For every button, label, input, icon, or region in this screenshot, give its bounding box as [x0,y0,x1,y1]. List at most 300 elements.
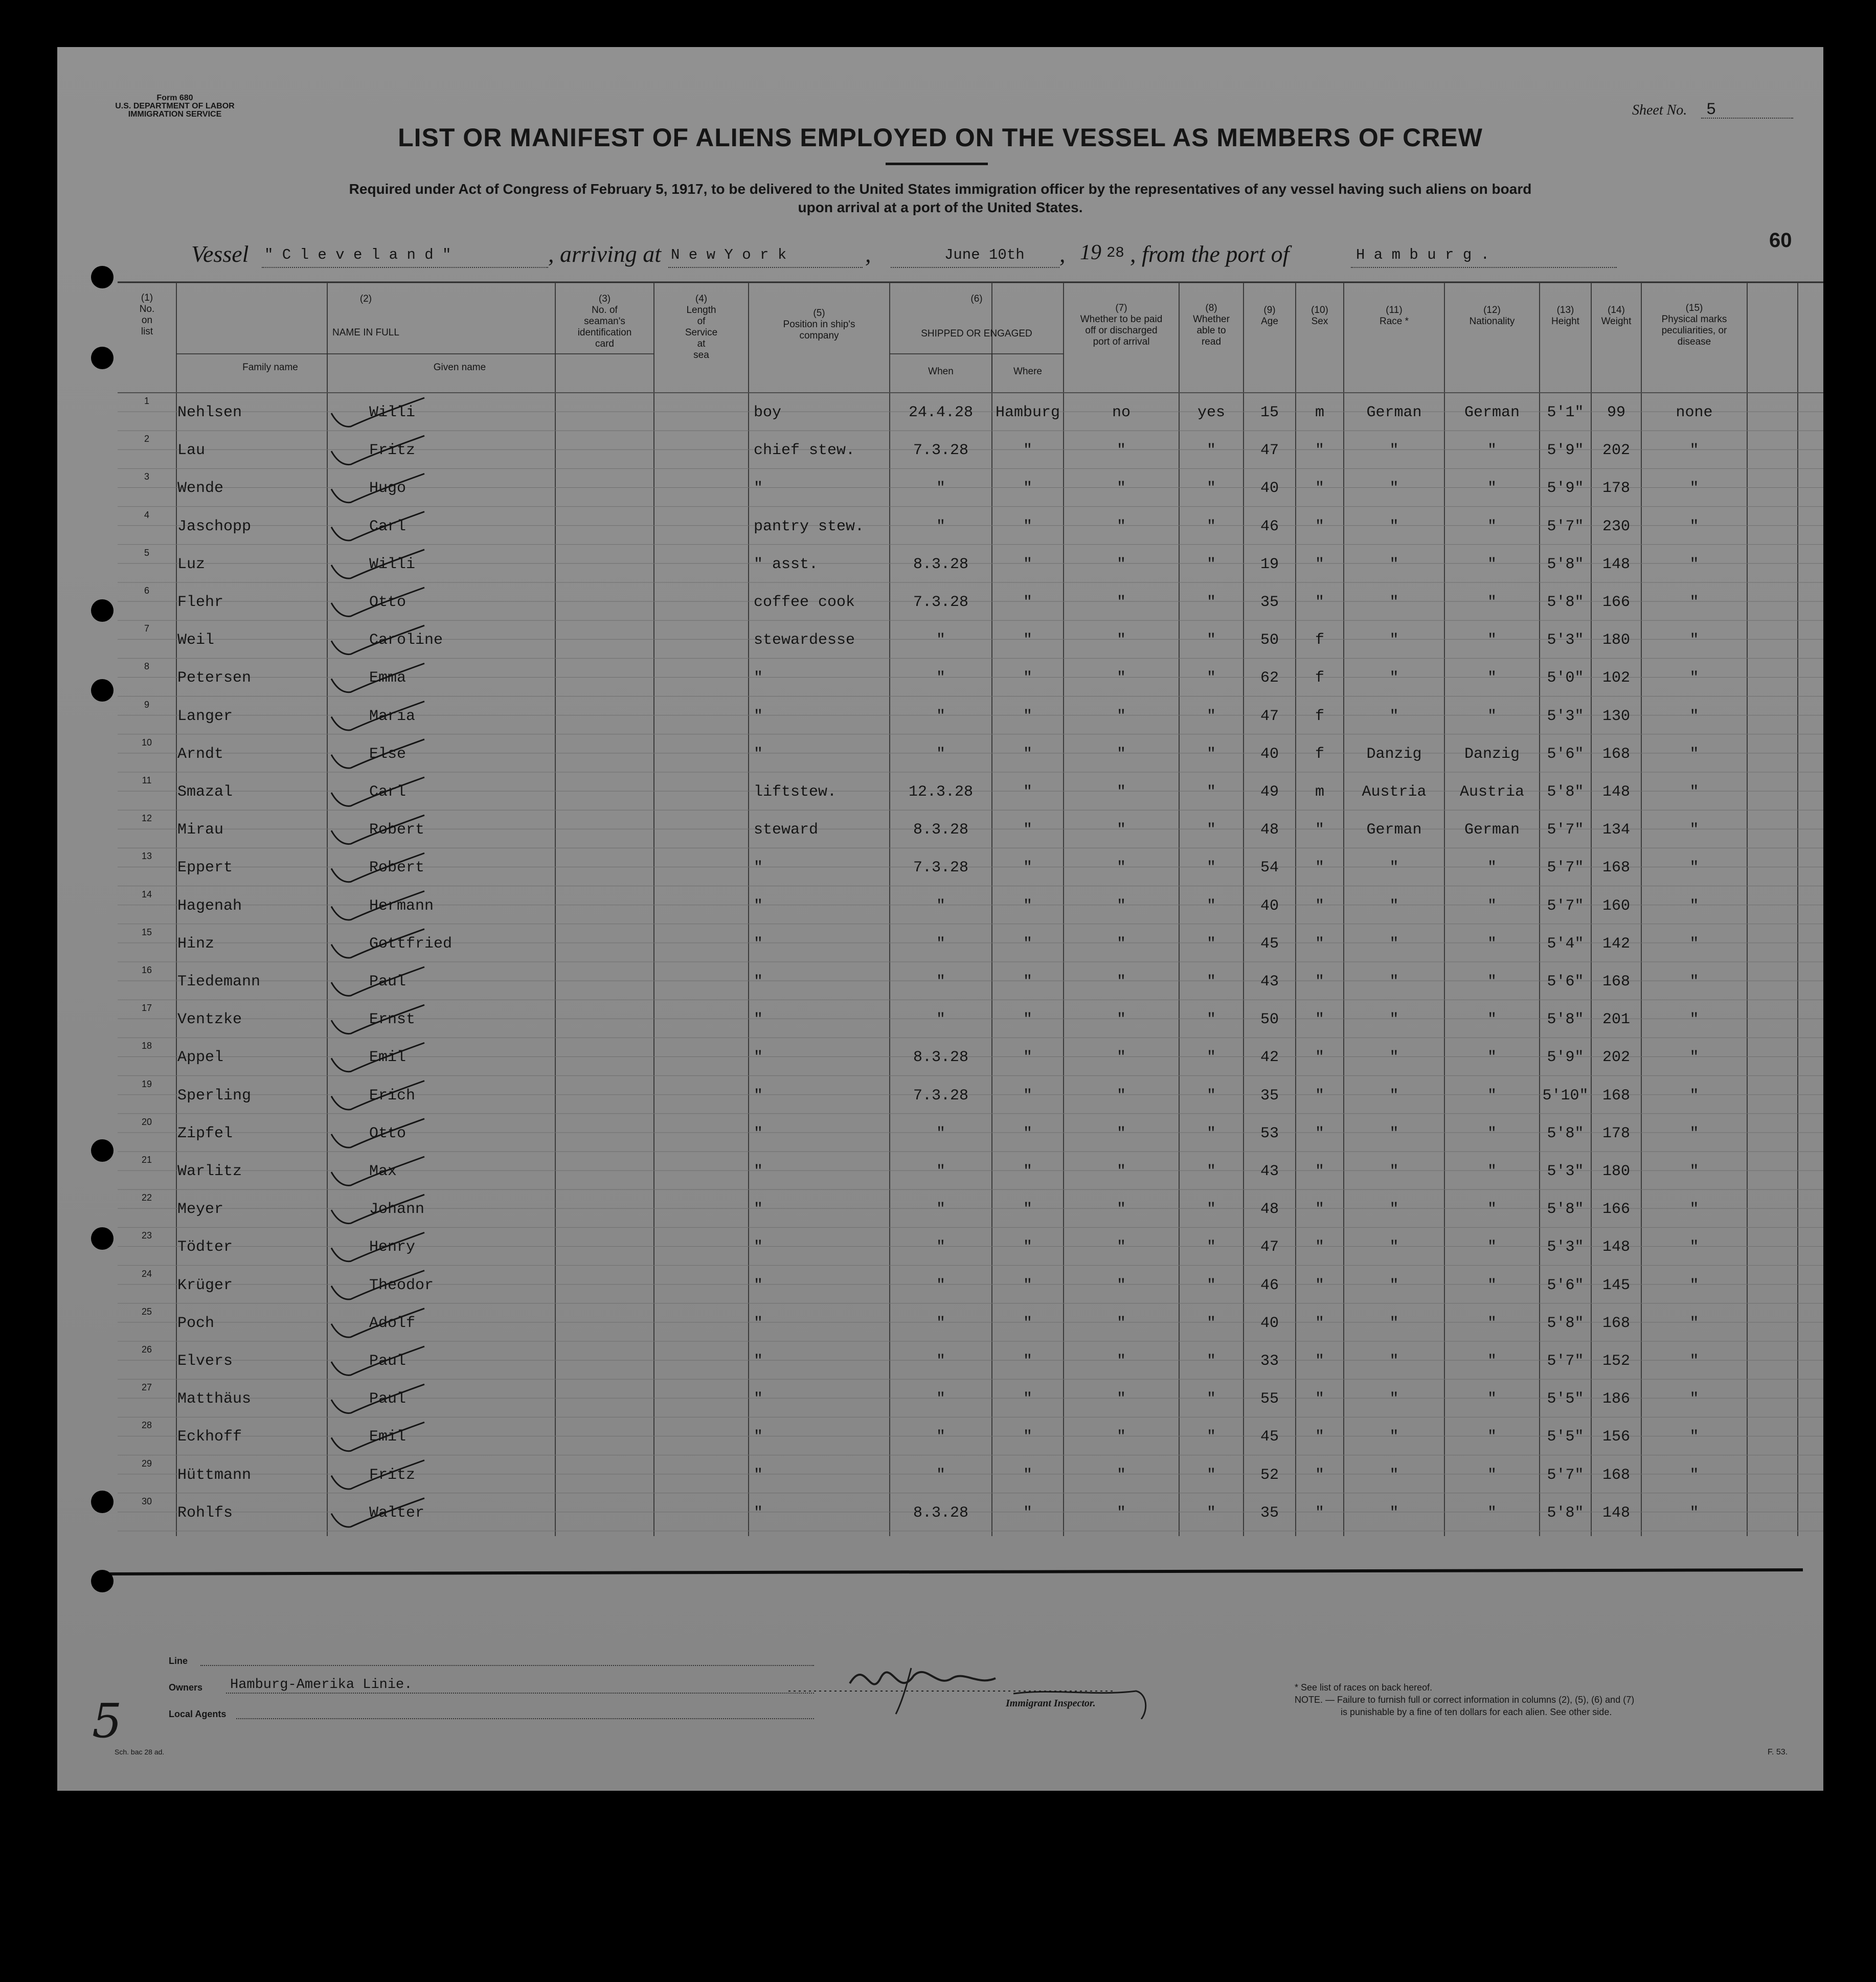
cell-marks: " [1689,1049,1699,1067]
cell-age: 46 [1260,1276,1279,1294]
list-number: 19 [141,1078,152,1089]
cell-sex: " [1315,1238,1324,1256]
cell-where: " [1023,897,1032,915]
cell-marks: " [1689,1163,1699,1180]
cell-family: Tödter [177,1238,233,1256]
cell-weight: 168 [1602,973,1630,990]
list-number: 12 [141,813,152,824]
cell-paid: " [1116,1087,1126,1105]
cell-when: " [936,1466,945,1484]
cell-height: 5'7" [1547,517,1584,535]
cell-height: 5'7" [1547,1466,1584,1484]
cell-sex: " [1315,1276,1324,1294]
cell-where: " [1023,1011,1032,1029]
cell-position: " asst. [754,555,819,573]
cell-position: " [754,1163,763,1180]
header-position [749,308,890,342]
cell-weight: 180 [1602,632,1630,649]
cell-nationality: " [1487,1353,1497,1370]
cell-given: Adolf [369,1314,416,1332]
list-number: 21 [141,1155,152,1165]
cell-weight: 168 [1602,1087,1630,1105]
cell-position: " [754,707,763,725]
cell-nationality: " [1487,973,1497,990]
cell-position: " [754,1353,763,1370]
list-number: 27 [141,1382,152,1393]
list-number: 29 [141,1458,152,1469]
cell-family: Appel [177,1049,224,1067]
cell-where: " [1023,1049,1032,1067]
list-number: 28 [141,1420,152,1431]
cell-age: 48 [1260,1201,1279,1219]
cell-height: 5'8" [1547,1504,1584,1522]
cell-weight: 134 [1602,821,1630,839]
cell-when: " [936,935,945,953]
cell-race: " [1389,442,1399,460]
header-shipped-num [890,294,1064,305]
cell-read: " [1206,783,1216,801]
header-paid-off-line: off or discharged [1085,325,1158,336]
cell-height: 5'8" [1547,1011,1584,1029]
cell-paid: " [1116,1011,1126,1029]
cell-paid: " [1116,821,1126,839]
cell-when: " [936,1353,945,1370]
cell-sex: " [1315,594,1324,611]
cell-race: " [1389,1353,1399,1370]
cell-weight: 168 [1602,745,1630,763]
header-height [1540,305,1591,327]
cell-weight: 168 [1602,1466,1630,1484]
cell-age: 33 [1260,1353,1279,1370]
cell-race: " [1389,1087,1399,1105]
header-name-num-line: (2) [359,294,372,304]
cell-weight: 160 [1602,897,1630,915]
header-weight-line: Weight [1601,316,1632,327]
cell-age: 35 [1260,594,1279,611]
cell-read: " [1206,1504,1216,1522]
cell-marks: " [1689,1238,1699,1256]
cell-read: " [1206,480,1216,498]
cell-read: " [1206,1428,1216,1446]
cell-when: 8.3.28 [913,555,969,573]
service-name: IMMIGRATION SERVICE [128,110,222,119]
cell-given: Paul [369,973,406,990]
cell-nationality: " [1487,1314,1497,1332]
cell-race: " [1389,1390,1399,1408]
cell-paid: " [1116,707,1126,725]
header-position-line: (5) [813,308,825,319]
cell-family: Flehr [177,594,224,611]
cell-weight: 145 [1602,1276,1630,1294]
cell-marks: " [1689,783,1699,801]
header-height-line: (13) [1556,305,1574,316]
cell-sex: " [1315,859,1324,877]
cell-sex: " [1315,1314,1324,1332]
cell-given: Maria [369,707,416,725]
cell-age: 62 [1260,669,1279,687]
header-sex-line: (10) [1311,305,1328,316]
cell-read: " [1206,859,1216,877]
cell-position: " [754,745,763,763]
cell-when: " [936,707,945,725]
list-number: 9 [144,699,149,710]
cell-race: Austria [1362,783,1427,801]
inspector-label: Immigrant Inspector. [1006,1698,1096,1709]
cell-where: " [1023,1390,1032,1408]
cell-when: 8.3.28 [913,1504,969,1522]
cell-where: " [1023,973,1032,990]
list-number: 22 [141,1192,152,1203]
header-nationality-line: Nationality [1469,316,1515,327]
cell-age: 45 [1260,935,1279,953]
cell-paid: " [1116,783,1126,801]
cell-marks: " [1689,1314,1699,1332]
cell-family: Weil [177,632,215,649]
cell-age: 43 [1260,973,1279,990]
owners-label: Owners [169,1682,203,1693]
cell-position: " [754,1276,763,1294]
cell-given: Carl [369,783,406,801]
header-paid-off [1064,303,1179,348]
header-physical-marks-line: peculiarities, or [1661,325,1727,336]
cell-race: German [1366,404,1422,421]
cell-when: 7.3.28 [913,442,969,460]
list-number: 26 [141,1344,152,1355]
cell-weight: 166 [1602,1201,1630,1219]
cell-when: " [936,480,945,498]
header-position-line: company [799,330,839,341]
cell-sex: f [1315,745,1324,763]
cell-given: Fritz [369,1466,416,1484]
cell-read: " [1206,555,1216,573]
binder-hole [91,1227,114,1250]
cell-race: " [1389,1466,1399,1484]
cell-weight: 142 [1602,935,1630,953]
form-number: Form 680 [156,94,193,102]
cell-read: " [1206,594,1216,611]
legal-subtitle-1: Required under Act of Congress of February 5, 1917, to be delivered to the United States immigration officer by the representatives of any vessel having such aliens on board [349,181,1532,197]
cell-read: " [1206,1314,1216,1332]
cell-read: " [1206,935,1216,953]
cell-weight: 178 [1602,1124,1630,1142]
list-number: 10 [141,737,152,748]
header-shipped-num-line: (6) [970,294,983,304]
cell-family: Warlitz [177,1163,242,1180]
list-number: 16 [141,965,152,975]
cell-marks: " [1689,859,1699,877]
arrival-date: June 10th [944,246,1025,263]
cell-height: 5'5" [1547,1390,1584,1408]
cell-given: Paul [369,1353,406,1370]
header-length-service-line: (4) [695,294,708,304]
cell-family: Nehlsen [177,404,242,421]
cell-marks: " [1689,517,1699,535]
cell-nationality: " [1487,480,1497,498]
cell-nationality: Austria [1459,783,1525,801]
cell-paid: " [1116,1049,1126,1067]
cell-race: " [1389,897,1399,915]
header-id-card-line: (3) [598,294,611,304]
cell-read: " [1206,1390,1216,1408]
header-length-service-line: at [697,339,706,349]
cell-nationality: " [1487,442,1497,460]
cell-given: Willi [369,404,416,421]
cell-weight: 168 [1602,1314,1630,1332]
header-given-name-line: Given name [433,362,486,373]
cell-when: " [936,1428,945,1446]
year-prefix: 19 [1080,241,1101,264]
cell-sex: " [1315,555,1324,573]
list-number: 18 [141,1041,152,1051]
cell-nationality: " [1487,1011,1497,1029]
cell-family: Eppert [177,859,233,877]
header-where-line: Where [1013,366,1042,377]
list-number: 15 [141,927,152,937]
cell-where: " [1023,745,1032,763]
cell-family: Sperling [177,1087,252,1105]
header-list-no [118,292,176,337]
cell-weight: 148 [1602,1504,1630,1522]
cell-family: Rohlfs [177,1504,233,1522]
handwritten-sheet-number: 5 [92,1694,122,1748]
cell-sex: " [1315,821,1324,839]
list-number: 3 [144,471,149,482]
cell-weight: 168 [1602,859,1630,877]
cell-age: 47 [1260,1238,1279,1256]
cell-sex: f [1315,707,1324,725]
cell-age: 35 [1260,1087,1279,1105]
list-number: 20 [141,1116,152,1127]
cell-sex: " [1315,517,1324,535]
cell-paid: " [1116,1163,1126,1180]
cell-when: 8.3.28 [913,1049,969,1067]
cell-where: " [1023,935,1032,953]
cell-sex: " [1315,442,1324,460]
cell-position: " [754,897,763,915]
cell-nationality: " [1487,1087,1497,1105]
cell-when: " [936,1163,945,1180]
from-label: , from the port of [1130,241,1290,267]
cell-nationality: " [1487,1428,1497,1446]
list-number: 6 [144,585,149,596]
cell-paid: " [1116,1276,1126,1294]
header-physical-marks [1641,303,1747,348]
cell-when: 7.3.28 [913,859,969,877]
cell-paid: " [1116,1124,1126,1142]
cell-marks: " [1689,1353,1699,1370]
header-when-line: When [928,366,954,377]
cell-position: " [754,1238,763,1256]
cell-nationality: " [1487,1201,1497,1219]
cell-family: Hagenah [177,897,242,915]
cell-height: 5'6" [1547,745,1584,763]
line-field-line [200,1665,814,1666]
header-length-service-line: Service [685,327,718,338]
cell-family: Elvers [177,1353,233,1370]
cell-sex: " [1315,1428,1324,1446]
cell-given: Walter [369,1504,425,1522]
cell-when: " [936,632,945,649]
cell-marks: " [1689,1504,1699,1522]
cell-given: Erich [369,1087,416,1105]
cell-given: Emma [369,669,406,687]
cell-sex: " [1315,480,1324,498]
cell-given: Carl [369,517,406,535]
cell-position: " [754,1390,763,1408]
header-name-in-full-line: NAME IN FULL [332,327,399,338]
cell-given: Johann [369,1201,425,1219]
arriving-label: , arriving at [548,241,662,267]
list-number: 25 [141,1306,152,1317]
binder-hole [91,347,114,369]
cell-family: Jaschopp [177,517,252,535]
header-physical-marks-line: (15) [1685,303,1703,313]
manifest-sheet [57,47,1823,1791]
cell-race: " [1389,517,1399,535]
comma-sep-2: , [1059,241,1066,267]
list-number: 5 [144,547,149,558]
header-physical-marks-line: Physical marks [1661,314,1727,325]
cell-height: 5'8" [1547,1201,1584,1219]
binder-hole [91,599,114,622]
cell-when: 12.3.28 [908,783,974,801]
cell-sex: " [1315,1466,1324,1484]
cell-when: 8.3.28 [913,821,969,839]
cell-read: " [1206,632,1216,649]
cell-where: " [1023,1238,1032,1256]
cell-position: " [754,859,763,877]
cell-read: yes [1197,404,1225,421]
cell-where: " [1023,1466,1032,1484]
cell-age: 49 [1260,783,1279,801]
cell-family: Ventzke [177,1011,242,1029]
cell-sex: " [1315,897,1324,915]
list-number: 13 [141,851,152,862]
cell-race: " [1389,707,1399,725]
cell-height: 5'3" [1547,1238,1584,1256]
cell-race: Danzig [1366,745,1422,763]
cell-read: " [1206,707,1216,725]
cell-where: " [1023,1163,1032,1180]
cell-when: " [936,973,945,990]
binder-hole [91,679,114,702]
cell-read: " [1206,1163,1216,1180]
cell-paid: " [1116,1201,1126,1219]
form-code: F. 53. [1768,1748,1788,1756]
cell-marks: " [1689,935,1699,953]
cell-nationality: " [1487,1124,1497,1142]
cell-nationality: " [1487,555,1497,573]
cell-paid: " [1116,935,1126,953]
cell-race: " [1389,1276,1399,1294]
cell-race: " [1389,859,1399,877]
cell-nationality: " [1487,669,1497,687]
list-number: 1 [144,396,149,406]
cell-where: " [1023,707,1032,725]
cell-where: " [1023,669,1032,687]
cell-age: 47 [1260,442,1279,460]
header-list-no-line: (1) [141,292,153,303]
cell-race: " [1389,1124,1399,1142]
cell-read: " [1206,1276,1216,1294]
races-note: * See list of races on back hereof. [1295,1682,1433,1693]
cell-height: 5'1" [1547,404,1584,421]
list-number: 17 [141,1003,152,1013]
cell-height: 5'8" [1547,783,1584,801]
cell-where: " [1023,1504,1032,1522]
sheet-number: 5 [1706,100,1716,119]
cell-paid: no [1112,404,1131,421]
header-weight-line: (14) [1608,305,1625,316]
header-length-service-line: Length [686,305,716,316]
cell-position: boy [754,404,782,421]
cell-position: " [754,1314,763,1332]
cell-read: " [1206,517,1216,535]
list-number: 4 [144,509,149,520]
cell-given: Max [369,1163,397,1180]
list-number: 30 [141,1496,152,1506]
header-height-line: Height [1551,316,1579,327]
printer-code: Sch. bac 28 ad. [115,1748,165,1756]
cell-family: Zipfel [177,1124,233,1142]
header-sex [1296,305,1344,327]
cell-when: " [936,1314,945,1332]
cell-sex: " [1315,1504,1324,1522]
cell-sex: " [1315,1353,1324,1370]
cell-sex: " [1315,1124,1324,1142]
header-id-card [555,294,654,350]
header-when [890,366,992,377]
cell-paid: " [1116,1390,1126,1408]
cell-position: pantry stew. [754,517,865,535]
binder-hole [91,266,114,288]
cell-age: 40 [1260,1314,1279,1332]
header-able-read-line: (8) [1205,303,1217,313]
header-list-no-line: list [141,326,153,337]
header-length-service-line: sea [693,350,709,361]
header-able-read [1179,303,1244,348]
cell-weight: 102 [1602,669,1630,687]
cell-race: " [1389,1314,1399,1332]
cell-when: " [936,745,945,763]
cell-height: 5'8" [1547,594,1584,611]
cell-age: 40 [1260,897,1279,915]
cell-read: " [1206,1201,1216,1219]
cell-read: " [1206,669,1216,687]
cell-position: " [754,1201,763,1219]
cell-sex: " [1315,1201,1324,1219]
cell-age: 42 [1260,1049,1279,1067]
header-family-name [176,362,364,373]
cell-position: " [754,480,763,498]
cell-sex: " [1315,973,1324,990]
cell-read: " [1206,821,1216,839]
cell-height: 5'0" [1547,669,1584,687]
cell-height: 5'3" [1547,707,1584,725]
header-where [992,366,1064,377]
legal-subtitle-2: upon arrival at a port of the United States. [798,199,1083,215]
cell-paid: " [1116,1466,1126,1484]
cell-nationality: " [1487,1238,1497,1256]
cell-height: 5'7" [1547,897,1584,915]
cell-age: 52 [1260,1466,1279,1484]
sheet-label: Sheet No. [1632,102,1687,118]
cell-nationality: German [1464,821,1520,839]
local-agents-label: Local Agents [169,1709,227,1719]
header-position-line: Position in ship's [783,319,855,330]
cell-nationality: " [1487,517,1497,535]
cell-height: 5'5" [1547,1428,1584,1446]
